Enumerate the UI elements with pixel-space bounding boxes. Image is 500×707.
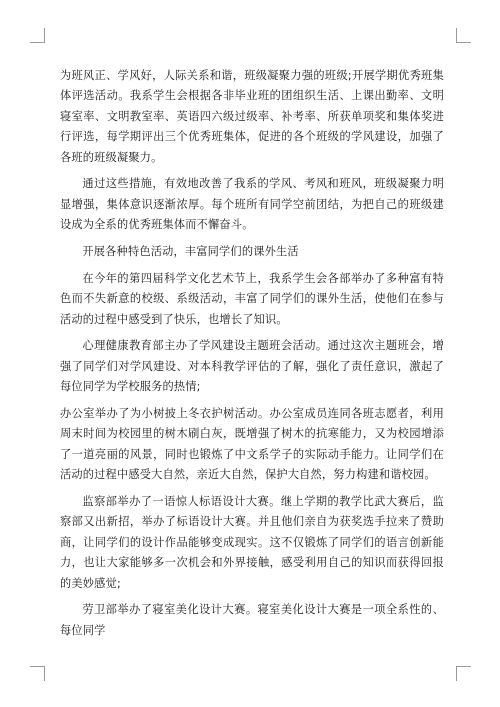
paragraph-5: 办公室举办了为小树披上冬衣护树活动。办公室成员连同各班志愿者，利用周末时间为校园里的树木刷白灰，既增强了树木的抗寒能力，又为校园增添了一道亮丽的风景，同时也锻炼了中文系学子的实际动手能力。让同学们在活动的过程中感受大自然，亲近大自然，保护大自然，努力构建和谐校园。 — [60, 407, 444, 482]
paragraph-3: 在今年的第四届科学文化艺术节上，我系学生会各部举办了多种富有特色而不失新意的校级、系级活动，丰富了同学们的课外生活，使他们在参与活动的过程中感受到了快乐，也增长了知识。 — [60, 271, 444, 326]
crop-mark-top-left — [30, 28, 45, 43]
paragraph-6: 监察部举办了一语惊人标语设计大赛。继上学期的教学比武大赛后，监察部又出新招，举办了标语设计大赛。并且他们亲自为获奖选手拉来了赞助商，让同学们的设计作品能够变成现实。这不仅锻炼了同学们的语言创新能力，也让大家能够多一次机会和外界接触，感受利用自己的知识而获得回报的美妙感觉; — [60, 495, 444, 590]
document-body — [60, 66, 444, 648]
paragraph-2: 通过这些措施，有效地改善了我系的学风、考风和班风，班级凝聚力明显增强，集体意识逐渐浓厚。每个班所有同学空前团结，为把自己的班级建设成为全系的优秀班集体而不懈奋斗。 — [60, 177, 444, 232]
paragraph-7: 劳卫部举办了寝室美化设计大赛。寝室美化设计大赛是一项全系性的、每位同学 — [60, 603, 444, 637]
crop-mark-top-right — [456, 28, 471, 43]
section-heading: 开展各种特色活动，丰富同学们的课外生活 — [82, 245, 299, 259]
crop-mark-bottom-left — [30, 666, 45, 681]
paragraph-4: 心理健康教育部主办了学风建设主题班会活动。通过这次主题班会，增强了同学们对学风建设、对本科教学评估的了解，强化了责任意识，激起了每位同学为学校服务的热情; — [60, 339, 444, 394]
crop-mark-bottom-right — [456, 666, 471, 681]
paragraph-1: 为班风正、学风好，人际关系和谐，班级凝聚力强的班级;开展学期优秀班集体评选活动。我系学生会根据各非毕业班的团组织生活、上课出勤率、文明寝室率、文明教室率、英语四六级过级率、补考率、所获单项奖和集体奖进行评选，每学期评出三个优秀班集体，促进的各个班级的学风建设，加强了各班的班级凝聚力。 — [60, 69, 444, 164]
